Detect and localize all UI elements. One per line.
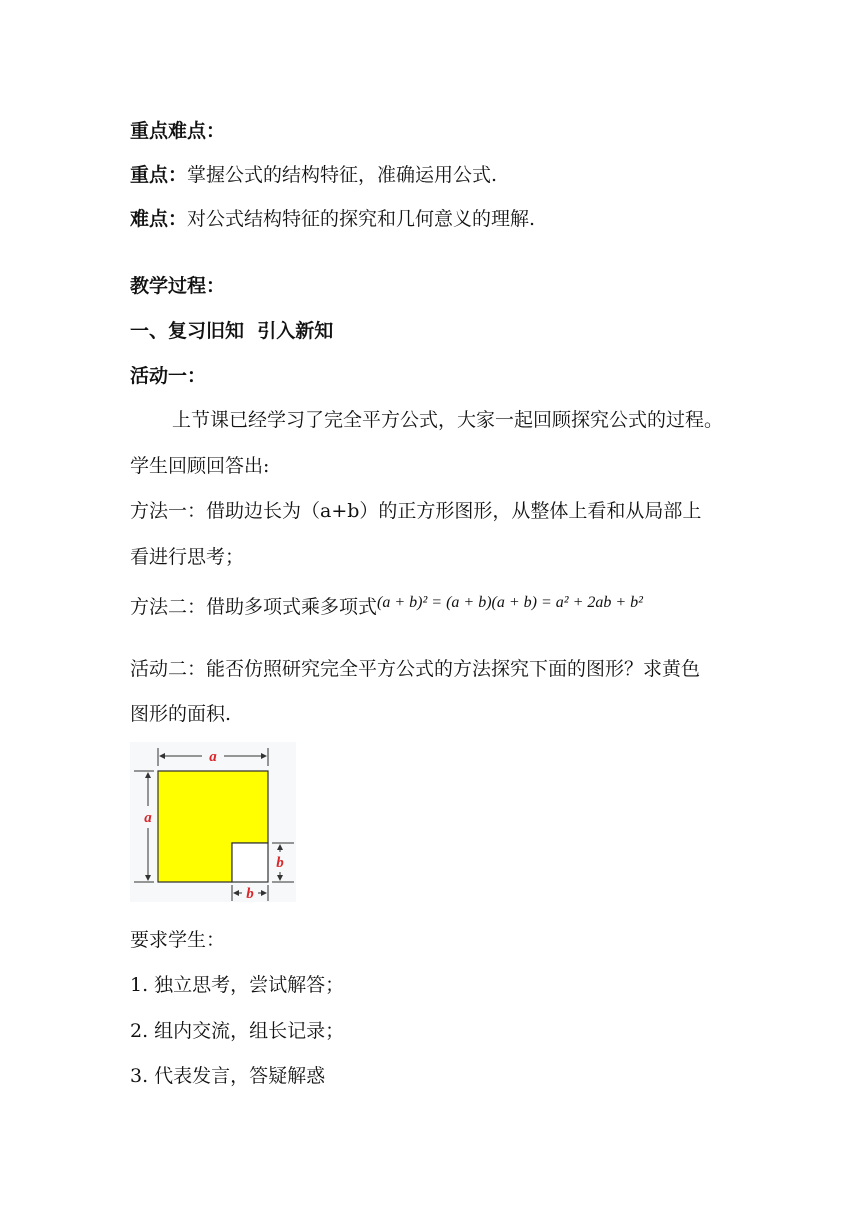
requirement-item-1: 1. 独立思考，尝试解答； [130,974,345,996]
method-two-text: 方法二：借助多项式乘多项式 [130,596,378,618]
square-formula: (a + b)² = (a + b)(a + b) = a² + 2ab + b² [377,594,643,611]
activity-one-title: 活动一： [130,365,207,387]
method-one-line-1: 方法一：借助边长为（a+b）的正方形图形，从整体上看和从局部上 [130,500,702,522]
difficulty-line [130,206,535,232]
part-one-title: 一、复习旧知 引入新知 [130,320,334,342]
method-two-line [130,594,643,622]
square-diagram [130,742,296,902]
activity-two-line-2: 图形的面积. [130,703,232,725]
focus-line [130,162,497,188]
difficulty-label: 难点： [130,208,188,230]
activity-one-line-1: 上节课已经学习了完全平方公式，大家一起回顾探究公式的过程。 [172,409,724,431]
method-one-line-2: 看进行思考； [130,546,245,568]
top-label: a [209,749,217,765]
focus-label: 重点： [130,164,188,186]
requirement-item-3: 3. 代表发言，答疑解惑 [130,1065,326,1087]
activity-two-line-1: 活动二：能否仿照研究完全平方公式的方法探究下面的图形？求黄色 [130,658,701,680]
right-label: b [276,855,284,871]
left-label: a [144,810,152,826]
requirement-item-2: 2. 组内交流，组长记录； [130,1020,345,1042]
requirements-heading: 要求学生： [130,929,226,951]
square-diagram-svg [130,742,296,902]
difficulty-text: 对公式结构特征的探究和几何意义的理解. [187,208,536,230]
activity-one-line-2: 学生回顾回答出: [130,455,270,477]
cutout-square [232,843,268,882]
process-heading: 教学过程： [130,275,226,297]
key-points-heading: 重点难点： [130,120,226,142]
focus-text: 掌握公式的结构特征，准确运用公式. [187,164,498,186]
bottom-label: b [246,886,254,902]
